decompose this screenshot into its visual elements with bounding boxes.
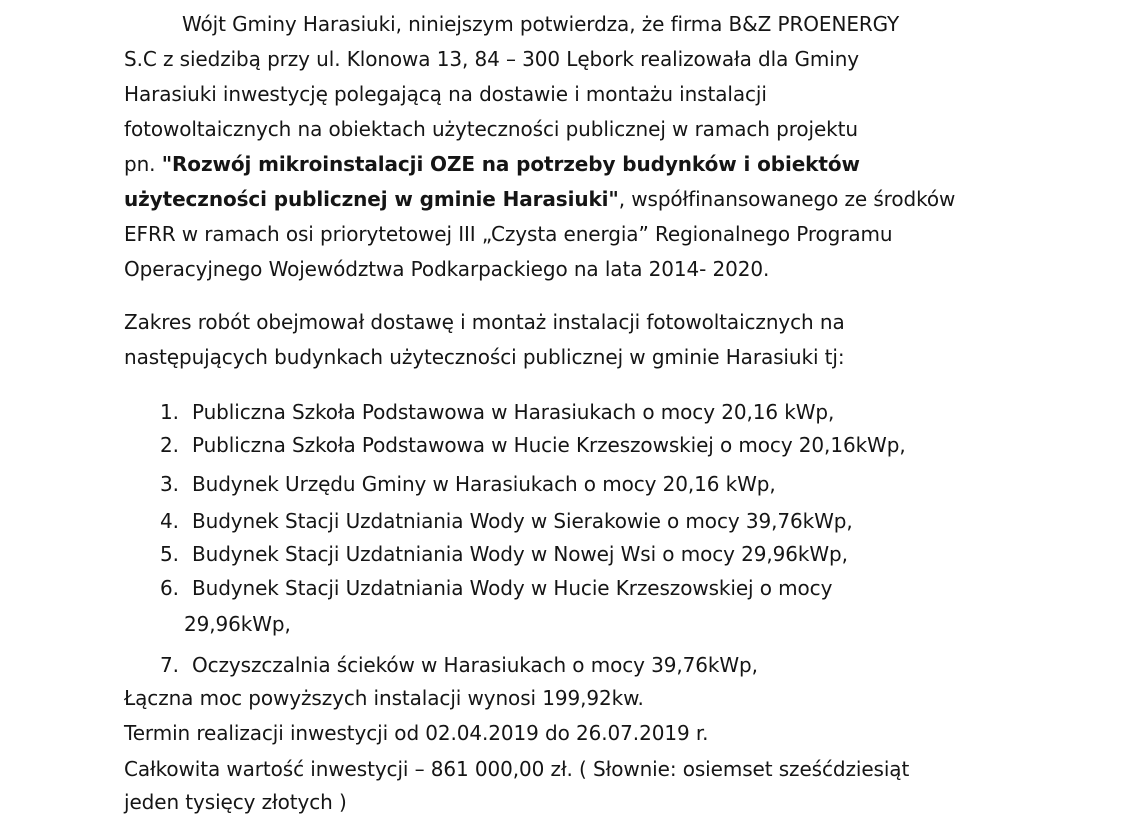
list-item-5-text: Budynek Stacji Uzdatniania Wody w Nowej Wsi o mocy 29,96kWp, (192, 542, 848, 566)
cut-off-line-clip (124, 790, 384, 814)
paragraph-1-line-8: Operacyjnego Województwa Podkarpackiego na lata 2014- 2020. (124, 257, 770, 281)
paragraph-1-line-4: fotowoltaicznych na obiektach użyteczności publicznej w ramach projektu (124, 117, 858, 141)
list-item-7-number: 7. (160, 653, 179, 677)
list-item-2-text: Publiczna Szkoła Podstawowa w Hucie Krzeszowskiej o mocy 20,16kWp, (192, 433, 906, 457)
cut-off-line: jeden tysięcy złotych ) (124, 790, 347, 814)
list-item-1-text: Publiczna Szkoła Podstawowa w Harasiukach o mocy 20,16 kWp, (192, 400, 835, 424)
paragraph-1-line-3: Harasiuki inwestycję polegającą na dostawie i montażu instalacji (124, 82, 767, 106)
list-item-6-text: Budynek Stacji Uzdatniania Wody w Hucie Krzeszowskiej o mocy (192, 576, 833, 600)
list-item-4-text: Budynek Stacji Uzdatniania Wody w Sierakowie o mocy 39,76kWp, (192, 509, 853, 533)
list-item-6-continuation: 29,96kWp, (184, 612, 291, 636)
list-item-3-number: 3. (160, 472, 179, 496)
list-item-1-number: 1. (160, 400, 179, 424)
paragraph-1-line-7: EFRR w ramach osi priorytetowej III „Czysta energia” Regionalnego Programu (124, 222, 893, 246)
project-name-part-1: "Rozwój mikroinstalacji OZE na potrzeby budynków i obiektów (161, 152, 860, 176)
list-item-6-number: 6. (160, 576, 179, 600)
list-item-5-number: 5. (160, 542, 179, 566)
paragraph-1-line-5 (124, 152, 860, 176)
paragraph-1-line-1: Wójt Gminy Harasiuki, niniejszym potwierdza, że firma B&Z PROENERGY (182, 12, 900, 36)
paragraph-1-line-6 (124, 187, 955, 211)
list-item-2-number: 2. (160, 433, 179, 457)
paragraph-1-line-2: S.C z siedzibą przy ul. Klonowa 13, 84 – 300 Lębork realizowała dla Gminy (124, 47, 860, 71)
paragraph-2-line-1: Zakres robót obejmował dostawę i montaż instalacji fotowoltaicznych na (124, 310, 845, 334)
term-line: Termin realizacji inwestycji od 02.04.2019 do 26.07.2019 r. (124, 721, 709, 745)
list-item-7-text: Oczyszczalnia ścieków w Harasiukach o mocy 39,76kWp, (192, 653, 758, 677)
project-prefix: pn. (124, 152, 162, 176)
list-item-3-text: Budynek Urzędu Gminy w Harasiukach o mocy 20,16 kWp, (192, 472, 776, 496)
paragraph-2-line-2: następujących budynkach użyteczności publicznej w gminie Harasiuki tj: (124, 345, 845, 369)
cofinancing-text: , współfinansowanego ze środków (618, 187, 956, 211)
list-item-4-number: 4. (160, 509, 179, 533)
total-value-line: Całkowita wartość inwestycji – 861 000,00 zł. ( Słownie: osiemset sześćdziesiąt (124, 757, 910, 781)
project-name-part-2: użyteczności publicznej w gminie Harasiuki" (124, 187, 619, 211)
total-power-line: Łączna moc powyższych instalacji wynosi 199,92kw. (124, 686, 644, 710)
